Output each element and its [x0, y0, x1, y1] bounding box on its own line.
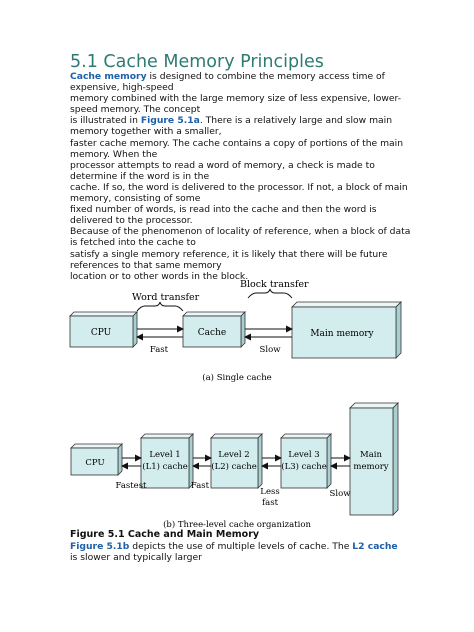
- intro-text: is fetched into the cache to: [70, 237, 196, 249]
- cache-box-side: [241, 312, 245, 347]
- slow-label: Slow: [329, 489, 351, 499]
- intro-text: references to that same memory: [70, 259, 222, 271]
- link-figure-5-1b[interactable]: Figure 5.1b: [70, 541, 130, 552]
- intro-text: satisfy a single memory reference, it is likely that there will be future: [70, 248, 388, 260]
- intro-text: memory, consisting of some: [70, 193, 201, 205]
- intro-text: . There is a relatively large and slow main: [199, 115, 393, 127]
- block-transfer-label: Block transfer: [240, 279, 309, 290]
- cache-box-top: [183, 312, 245, 316]
- l2-label: Level 2: [218, 450, 250, 460]
- block-transfer-brace: [248, 289, 292, 298]
- keyword-l2-cache[interactable]: L2 cache: [352, 541, 398, 552]
- l3-cache-box-side: [327, 434, 331, 488]
- main-memory-box-side: [393, 403, 398, 515]
- fastest-label: Fastest: [115, 481, 147, 491]
- intro-text: delivered to the processor.: [70, 215, 193, 227]
- less-fast-sublabel: fast: [262, 498, 278, 508]
- l2-cache-box-top: [211, 434, 262, 438]
- intro-text: determine if the word is in the: [70, 170, 210, 182]
- cpu-box-top: [70, 312, 137, 316]
- main-memory-label: Main memory: [310, 329, 374, 339]
- l2-cache-box-side: [258, 434, 262, 488]
- cpu-label: CPU: [85, 458, 105, 468]
- outro-paragraph: [70, 541, 398, 564]
- page-title: 5.1 Cache Memory Principles: [70, 52, 324, 72]
- cache-label: Cache: [197, 328, 227, 338]
- intro-text: Because of the phenomenon of locality of reference, when a block of data: [70, 226, 411, 238]
- intro-text: memory. When the: [70, 148, 158, 160]
- intro-text: processor attempts to read a word of memory, a check is made to: [70, 159, 375, 171]
- cpu-box-side: [133, 312, 137, 347]
- cpu-box-side: [118, 444, 122, 475]
- l2-sublabel: (L2) cache: [211, 462, 257, 472]
- l1-cache-box-side: [189, 434, 193, 488]
- word-transfer-brace: [137, 302, 183, 311]
- intro-text: memory combined with the large memory size of less expensive, lower-: [70, 93, 402, 105]
- l1-label: Level 1: [149, 450, 181, 460]
- figure-caption: Figure 5.1 Cache and Main Memory: [70, 529, 260, 540]
- figure-a-single-cache: [70, 279, 401, 383]
- l3-sublabel: (L3) cache: [281, 462, 327, 472]
- keyword-cache-memory[interactable]: Cache memory: [70, 71, 147, 82]
- main-memory-box-top: [350, 403, 398, 408]
- figure-b-three-level-cache: [71, 403, 398, 530]
- main-memory-sublabel: memory: [353, 462, 389, 472]
- intro-text: location or to other words in the block.: [70, 270, 249, 282]
- less-fast-label: Less: [260, 487, 280, 497]
- main-memory-box-side: [396, 302, 401, 358]
- figure-b-caption: (b) Three-level cache organization: [163, 520, 311, 530]
- outro-text: is slower and typically larger: [70, 552, 202, 564]
- link-figure-5-1a[interactable]: Figure 5.1a: [140, 115, 200, 127]
- intro-text: memory together with a smaller,: [70, 126, 222, 138]
- outro-text: depicts the use of multiple levels of cache. The: [129, 541, 353, 552]
- l3-label: Level 3: [288, 450, 320, 460]
- main-memory-box-top: [292, 302, 401, 307]
- intro-text: fixed number of words, is read into the cache and then the word is: [70, 204, 377, 216]
- fast-label: Fast: [190, 481, 210, 491]
- l1-cache-box-top: [141, 434, 193, 438]
- word-transfer-label: Word transfer: [132, 292, 200, 303]
- figure-a-caption: (a) Single cache: [202, 373, 272, 383]
- slow-label: Slow: [259, 345, 281, 355]
- intro-text: speed memory. The concept: [70, 104, 201, 116]
- intro-text: cache. If so, the word is delivered to the processor. If not, a block of main: [70, 181, 408, 193]
- cpu-label: CPU: [90, 328, 112, 338]
- cpu-box-top: [71, 444, 122, 448]
- intro-text: is illustrated in: [70, 115, 141, 127]
- l1-sublabel: (L1) cache: [142, 462, 188, 472]
- intro-text: is designed to combine the memory access time of: [146, 71, 385, 82]
- intro-text: faster cache memory. The cache contains a copy of portions of the main: [70, 137, 404, 149]
- fast-label: Fast: [149, 345, 169, 355]
- l3-cache-box-top: [281, 434, 331, 438]
- intro-text: expensive, high-speed: [70, 82, 174, 94]
- main-memory-label: Main: [360, 450, 382, 460]
